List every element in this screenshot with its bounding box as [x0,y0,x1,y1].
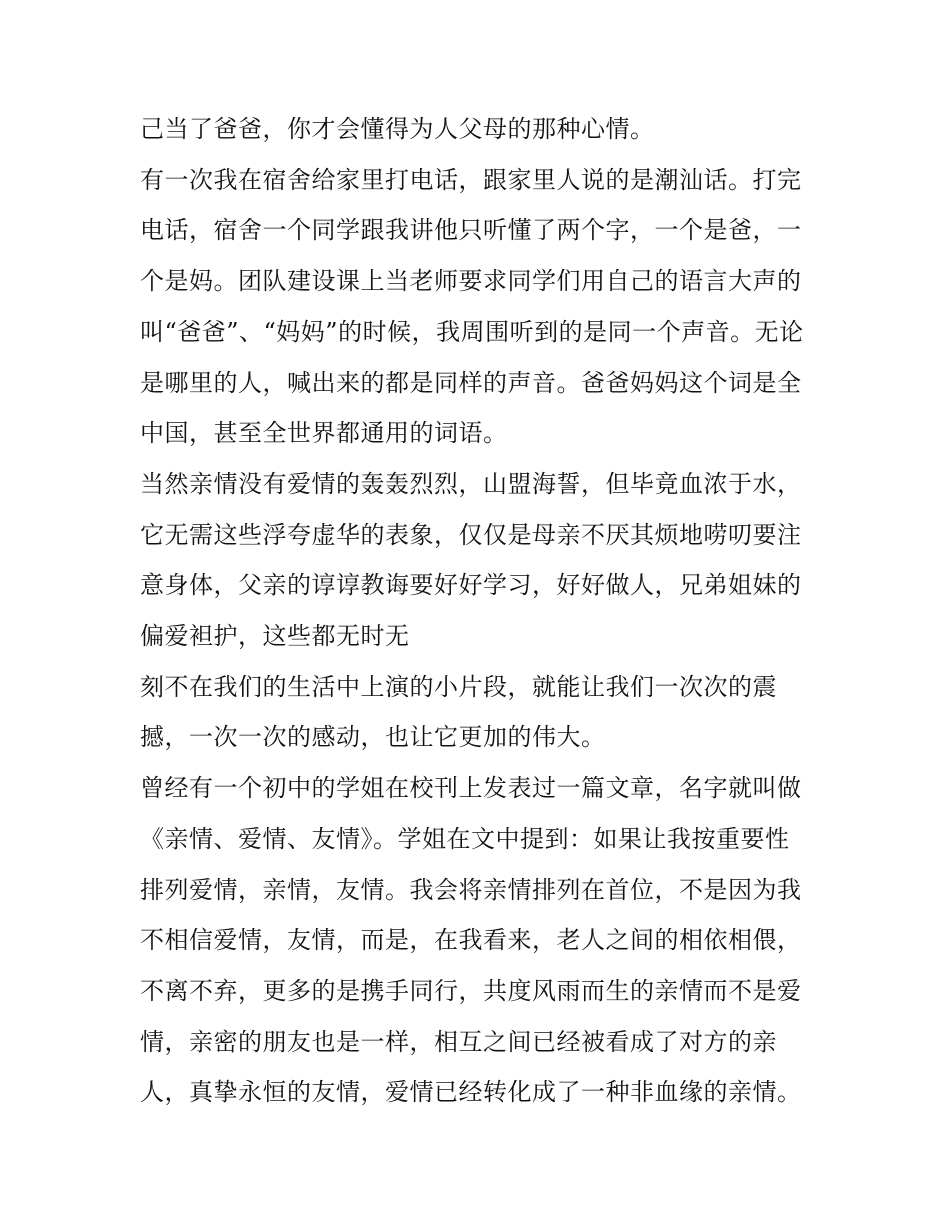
text-line: 己当了爸爸，你才会懂得为人父母的那种心情。 [140,115,655,143]
text-line: 当然亲情没有爱情的轰轰烈烈，山盟海誓，但毕竟血浓于水， [140,469,802,498]
text-line: 刻不在我们的生活中上演的小片段，就能让我们一次次的震 [140,672,777,701]
text-line: 《亲情、爱情、友情》。学姐在文中提到：如果让我按重要性 [140,824,790,853]
text-line: 有一次我在宿舍给家里打电话，跟家里人说的是潮汕话。打完 [140,165,802,194]
text-line: 偏爱袒护，这些都无时无 [140,622,410,651]
text-line: 人，真挚永恒的友情，爱情已经转化成了一种非血缘的亲情。 [140,1078,802,1107]
body-text [140,104,820,1118]
text-line: 是哪里的人，喊出来的都是同样的声音。爸爸妈妈这个词是全 [140,368,802,397]
text-line: 它无需这些浮夸虚华的表象，仅仅是母亲不厌其烦地唠叨要注 [140,520,802,549]
text-line: 情，亲密的朋友也是一样，相互之间已经被看成了对方的亲 [140,1027,777,1056]
text-line: 曾经有一个初中的学姐在校刊上发表过一篇文章，名字就叫做 [140,774,802,803]
text-line: 电话，宿舍一个同学跟我讲他只听懂了两个字，一个是爸，一 [140,216,802,245]
text-line: 撼，一次一次的感动，也让它更加的伟大。 [140,723,606,752]
text-line: 意身体，父亲的谆谆教诲要好好学习，好好做人，兄弟姐妹的 [140,571,802,600]
text-line: 不相信爱情，友情，而是，在我看来，老人之间的相依相偎， [140,926,802,955]
text-line: 排列爱情，亲情，友情。我会将亲情排列在首位，不是因为我 [140,875,802,904]
text-line: 中国，甚至全世界都通用的词语。 [140,419,508,448]
text-line: 个是妈。团队建设课上当老师要求同学们用自己的语言大声的 [140,267,802,296]
text-line: 不离不弃，更多的是携手同行，共度风雨而生的亲情而不是爱 [140,976,802,1005]
text-line: 叫“爸爸”、“妈妈”的时候，我周围听到的是同一个声音。无论 [140,317,804,346]
